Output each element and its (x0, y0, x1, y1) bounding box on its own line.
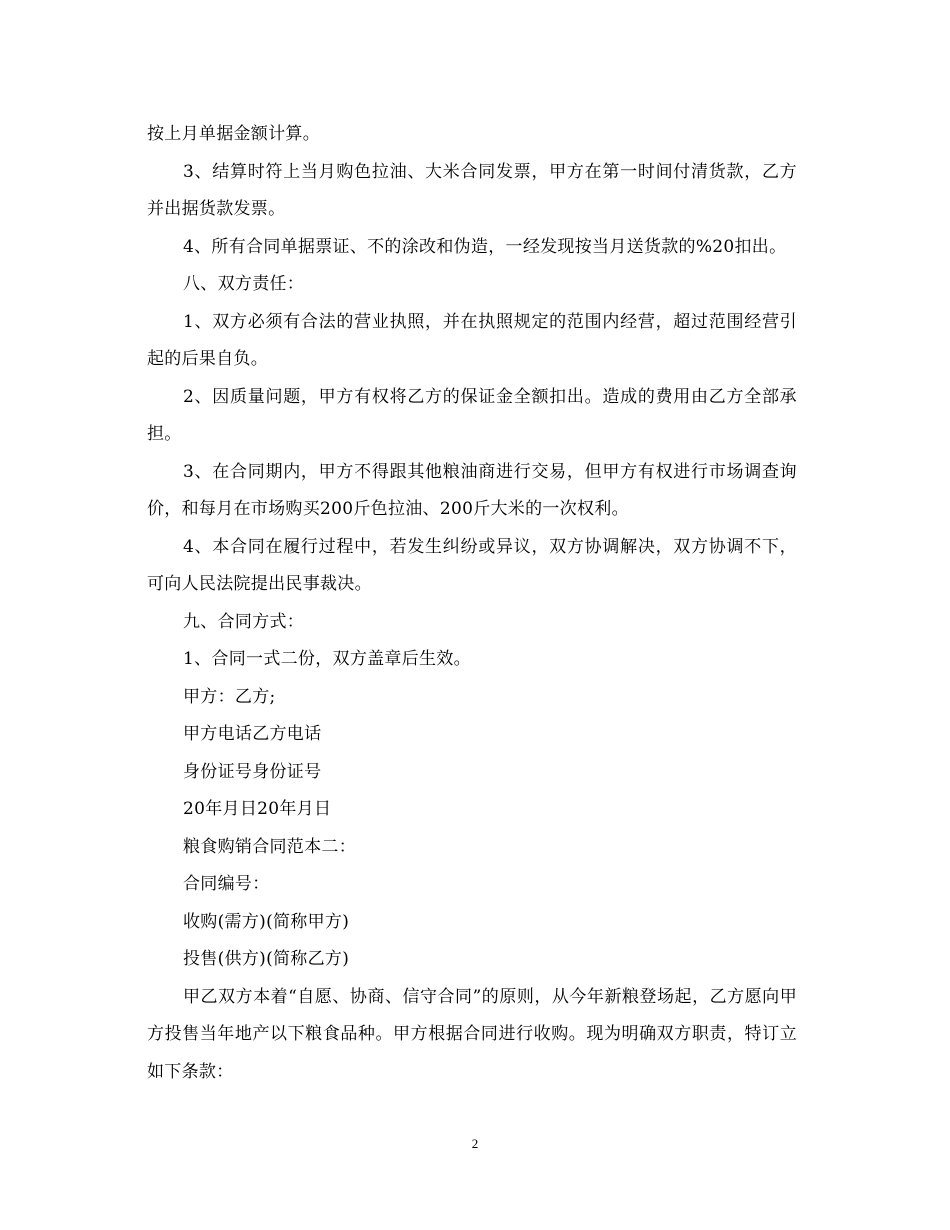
signature-line: 甲方：乙方; (183, 686, 276, 707)
signature-line: 甲方电话乙方电话 (183, 724, 322, 744)
paragraph: 收购(需方)(简称甲方) (183, 911, 350, 932)
signature-line: 身份证号身份证号 (183, 761, 322, 782)
paragraph: 4、本合同在履行过程中，若发生纠纷或异议，双方协调解决，双方协调不下，可向人民法院提出民事裁决。 (147, 536, 797, 594)
paragraph: 投售(供方)(简称乙方) (183, 949, 350, 969)
document-body (147, 116, 797, 1091)
paragraph: 合同编号： (183, 874, 270, 894)
paragraph: 甲乙双方本着“自愿、协商、信守合同”的原则，从今年新粮登场起，乙方愿向甲方投售当年地产以下粮食品种。甲方根据合同进行收购。现为明确双方职责，特订立如下条款： (147, 986, 797, 1082)
signature-line: 20年月日20年月日 (183, 799, 332, 819)
paragraph: 1、双方必须有合法的营业执照，并在执照规定的范围内经营，超过范围经营引起的后果自负。 (147, 311, 797, 369)
paragraph: 1、合同一式二份，双方盖章后生效。 (183, 649, 471, 669)
paragraph: 按上月单据金额计算。 (147, 124, 320, 144)
paragraph: 4、所有合同单据票证、不的涂改和伪造，一经发现按当月送货款的%20扣出。 (183, 236, 787, 257)
section-heading: 八、双方责任： (183, 274, 305, 294)
paragraph: 2、因质量问题，甲方有权将乙方的保证金全额扣出。造成的费用由乙方全部承担。 (147, 386, 797, 444)
paragraph: 3、结算时符上当月购色拉油、大米合同发票，甲方在第一时间付清货款，乙方并出据货款发票。 (147, 161, 797, 219)
section-heading: 九、合同方式： (183, 611, 305, 632)
section-heading: 粮食购销合同范本二： (183, 836, 356, 857)
paragraph: 3、在合同期内，甲方不得跟其他粮油商进行交易，但甲方有权进行市场调查询价，和每月在市场购买200斤色拉油、200斤大米的一次权利。 (147, 461, 797, 519)
page-number: 2 (471, 1136, 479, 1151)
